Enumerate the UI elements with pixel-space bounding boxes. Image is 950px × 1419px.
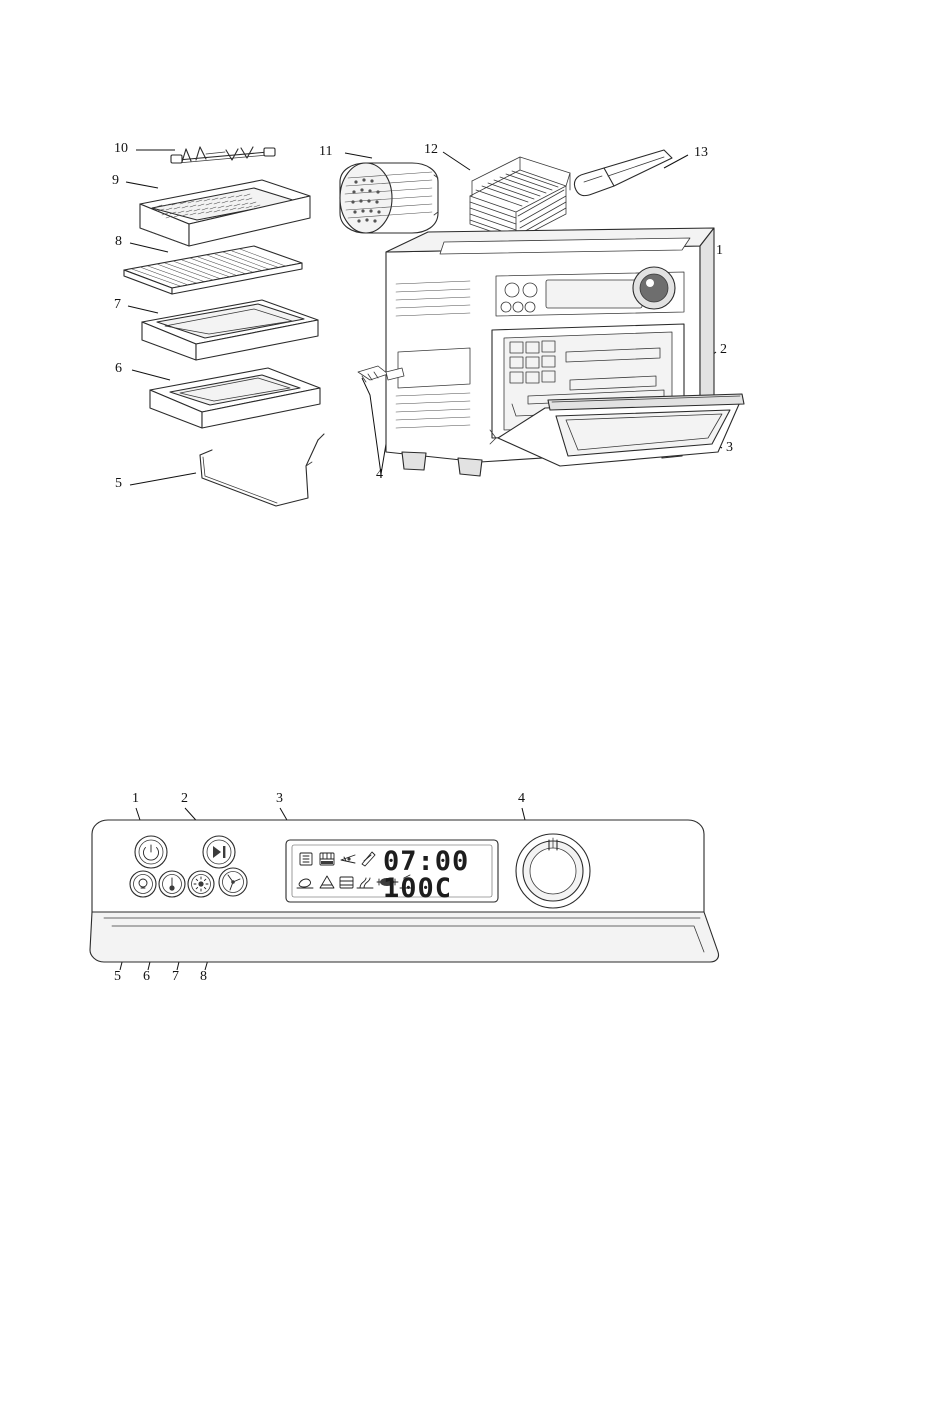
rotary-knob[interactable] <box>516 834 590 908</box>
panel-callout-6: 6 <box>143 969 150 984</box>
panel-callout-2: 2 <box>181 791 188 806</box>
part-rotisserie-spit-forks <box>171 147 275 163</box>
lcd-display <box>286 840 498 904</box>
svg-text:100C: 100C <box>383 873 453 904</box>
power-button[interactable] <box>135 836 167 868</box>
control-panel-diagram <box>0 760 950 1020</box>
panel-callout-7: 7 <box>172 969 179 984</box>
callout-13: 13 <box>694 145 708 160</box>
callout-6: 6 <box>115 361 122 376</box>
panel-callout-1: 1 <box>132 791 139 806</box>
callout-9: 9 <box>112 173 119 188</box>
callout-11: 11 <box>319 144 333 159</box>
callout-5: 5 <box>115 476 122 491</box>
panel-callout-5: 5 <box>114 969 121 984</box>
air-fryer-oven-exploded-view <box>0 0 950 560</box>
display-temperature-value <box>383 873 452 904</box>
time-button[interactable] <box>188 871 214 897</box>
svg-text:07:00: 07:00 <box>383 846 470 877</box>
start-pause-button[interactable] <box>203 836 235 868</box>
part-air-fry-basket <box>140 180 310 246</box>
part-rotisserie-drum <box>340 163 438 233</box>
part-drip-tray <box>142 300 318 360</box>
rotate-fan-button[interactable] <box>219 868 247 896</box>
part-baking-pan <box>150 368 320 428</box>
callout-2: 2 <box>720 342 727 357</box>
panel-callout-8: 8 <box>200 969 207 984</box>
callout-12: 12 <box>424 142 438 157</box>
callout-7: 7 <box>114 297 121 312</box>
callout-8: 8 <box>115 234 122 249</box>
panel-callout-4: 4 <box>518 791 525 806</box>
callout-1: 1 <box>716 243 723 258</box>
panel-callout-3: 3 <box>276 791 283 806</box>
temperature-button[interactable] <box>159 871 185 897</box>
part-rack-handle-tool <box>574 150 672 196</box>
part-dehydrator-rack-cage <box>470 157 570 240</box>
part-wire-rack <box>124 246 302 294</box>
light-button[interactable] <box>130 871 156 897</box>
part-oven-unit <box>358 228 744 476</box>
callout-3: 3 <box>726 440 733 455</box>
callout-4: 4 <box>376 467 383 482</box>
callout-10: 10 <box>114 141 128 156</box>
part-rotisserie-fetch-tool <box>200 434 324 506</box>
